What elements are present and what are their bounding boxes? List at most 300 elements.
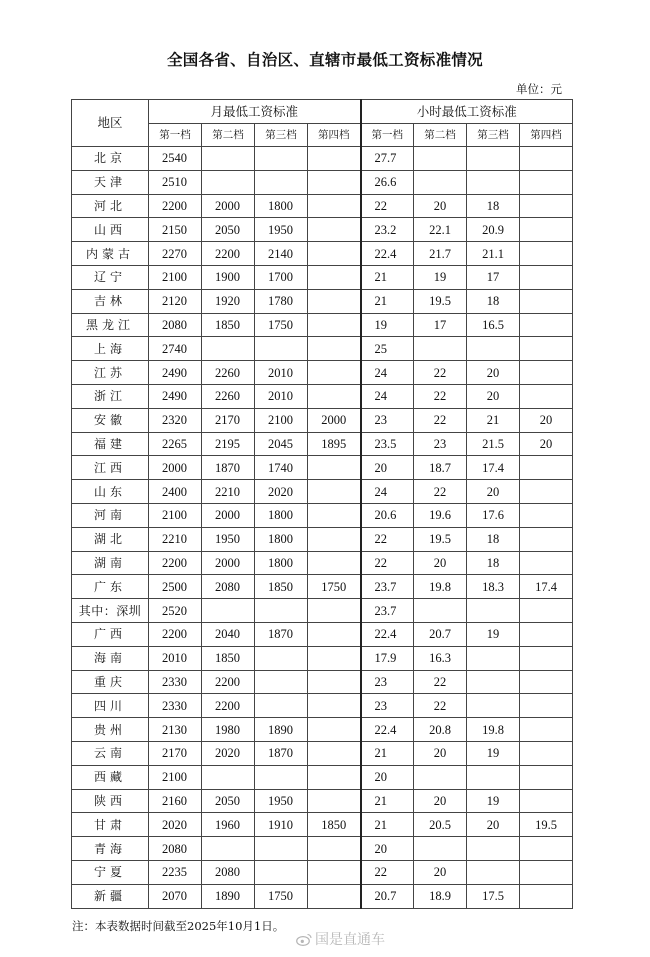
monthly-value-cell (255, 837, 308, 861)
region-cell: 山东 (72, 480, 149, 504)
monthly-value-cell: 2010 (255, 384, 308, 408)
monthly-value-cell (308, 265, 361, 289)
monthly-value-cell: 2050 (202, 218, 255, 242)
hourly-value-cell: 22 (414, 361, 467, 385)
hourly-value-cell: 23 (361, 694, 414, 718)
monthly-value-cell: 2020 (149, 813, 202, 837)
hourly-value-cell: 21.5 (467, 432, 520, 456)
hourly-value-cell: 20 (467, 361, 520, 385)
table-row (72, 480, 573, 504)
region-cell: 云南 (72, 741, 149, 765)
hourly-value-cell: 21 (361, 789, 414, 813)
hourly-value-cell (520, 456, 573, 480)
monthly-value-cell: 2100 (149, 503, 202, 527)
hourly-value-cell: 20 (467, 384, 520, 408)
monthly-value-cell (308, 147, 361, 171)
hourly-value-cell: 23 (414, 432, 467, 456)
table-row (72, 575, 573, 599)
hourly-value-cell (414, 147, 467, 171)
region-cell: 重庆 (72, 670, 149, 694)
hourly-value-cell (520, 765, 573, 789)
monthly-value-cell: 2170 (149, 741, 202, 765)
region-cell: 海南 (72, 646, 149, 670)
hourly-value-cell: 22.4 (361, 622, 414, 646)
region-cell: 其中：深圳 (72, 599, 149, 623)
table-row (72, 218, 573, 242)
hourly-value-cell: 18.3 (467, 575, 520, 599)
monthly-value-cell: 2045 (255, 432, 308, 456)
hourly-value-cell: 20.7 (414, 622, 467, 646)
hourly-value-cell: 19 (414, 265, 467, 289)
monthly-value-cell (308, 456, 361, 480)
hourly-value-cell: 23 (361, 670, 414, 694)
monthly-value-cell: 2040 (202, 622, 255, 646)
monthly-value-cell: 1920 (202, 289, 255, 313)
monthly-value-cell: 2200 (202, 242, 255, 266)
hourly-value-cell: 20 (467, 813, 520, 837)
monthly-value-cell: 2100 (149, 265, 202, 289)
hourly-value-cell: 18.7 (414, 456, 467, 480)
monthly-value-cell (255, 147, 308, 171)
monthly-value-cell: 1740 (255, 456, 308, 480)
hourly-value-cell: 22 (414, 670, 467, 694)
monthly-value-cell (308, 503, 361, 527)
hourly-value-cell: 22 (414, 384, 467, 408)
monthly-value-cell: 1850 (202, 313, 255, 337)
monthly-value-cell (308, 789, 361, 813)
hourly-value-cell: 21 (361, 813, 414, 837)
monthly-value-cell: 2320 (149, 408, 202, 432)
hourly-value-cell: 22.4 (361, 242, 414, 266)
hourly-value-cell: 20 (414, 789, 467, 813)
monthly-value-cell: 2200 (202, 670, 255, 694)
monthly-value-cell: 1950 (255, 789, 308, 813)
monthly-value-cell (308, 646, 361, 670)
hourly-value-cell: 17.4 (467, 456, 520, 480)
monthly-value-cell: 2210 (202, 480, 255, 504)
monthly-value-cell (308, 670, 361, 694)
table-row (72, 837, 573, 861)
region-cell: 北京 (72, 147, 149, 171)
hourly-tier-header: 第四档 (520, 124, 573, 147)
monthly-value-cell: 2010 (149, 646, 202, 670)
table-row (72, 432, 573, 456)
monthly-value-cell: 2490 (149, 384, 202, 408)
hourly-value-cell: 16.3 (414, 646, 467, 670)
hourly-value-cell: 23.5 (361, 432, 414, 456)
hourly-value-cell (520, 884, 573, 908)
table-row (72, 313, 573, 337)
monthly-value-cell (255, 599, 308, 623)
region-cell: 陕西 (72, 789, 149, 813)
monthly-value-cell (202, 837, 255, 861)
hourly-value-cell (520, 218, 573, 242)
monthly-value-cell: 1850 (308, 813, 361, 837)
hourly-value-cell: 19 (361, 313, 414, 337)
region-cell: 河北 (72, 194, 149, 218)
hourly-value-cell (520, 860, 573, 884)
hourly-value-cell: 23.7 (361, 599, 414, 623)
monthly-tier-header: 第一档 (149, 124, 202, 147)
hourly-value-cell: 20.9 (467, 218, 520, 242)
table-row (72, 741, 573, 765)
region-cell: 广东 (72, 575, 149, 599)
monthly-value-cell (255, 670, 308, 694)
hourly-value-cell (467, 147, 520, 171)
table-row (72, 813, 573, 837)
hourly-value-cell: 20.8 (414, 718, 467, 742)
hourly-tier-header: 第一档 (361, 124, 414, 147)
hourly-value-cell: 22 (414, 408, 467, 432)
table-row (72, 718, 573, 742)
region-cell: 西藏 (72, 765, 149, 789)
monthly-value-cell: 2070 (149, 884, 202, 908)
monthly-value-cell: 2740 (149, 337, 202, 361)
monthly-value-cell (308, 480, 361, 504)
monthly-value-cell: 2100 (255, 408, 308, 432)
hourly-value-cell: 20 (361, 765, 414, 789)
monthly-value-cell: 2160 (149, 789, 202, 813)
hourly-value-cell: 25 (361, 337, 414, 361)
hourly-value-cell: 17 (467, 265, 520, 289)
monthly-value-cell: 1890 (255, 718, 308, 742)
hourly-value-cell: 20.5 (414, 813, 467, 837)
monthly-value-cell (308, 242, 361, 266)
region-header: 地区 (72, 100, 149, 147)
region-cell: 四川 (72, 694, 149, 718)
monthly-value-cell: 2540 (149, 147, 202, 171)
region-cell: 辽宁 (72, 265, 149, 289)
hourly-value-cell (414, 765, 467, 789)
monthly-value-cell: 1750 (308, 575, 361, 599)
hourly-value-cell (520, 289, 573, 313)
weibo-icon (296, 933, 312, 946)
monthly-value-cell: 1780 (255, 289, 308, 313)
monthly-value-cell: 1800 (255, 194, 308, 218)
table-row (72, 527, 573, 551)
monthly-value-cell (308, 837, 361, 861)
hourly-value-cell: 21 (361, 265, 414, 289)
monthly-value-cell: 2520 (149, 599, 202, 623)
hourly-value-cell: 21.1 (467, 242, 520, 266)
hourly-value-cell (520, 837, 573, 861)
monthly-value-cell: 2140 (255, 242, 308, 266)
monthly-value-cell: 1910 (255, 813, 308, 837)
monthly-value-cell: 1850 (202, 646, 255, 670)
monthly-value-cell: 2100 (149, 765, 202, 789)
monthly-value-cell (308, 884, 361, 908)
table-row (72, 384, 573, 408)
monthly-value-cell: 1750 (255, 313, 308, 337)
monthly-value-cell: 1870 (202, 456, 255, 480)
hourly-value-cell (520, 741, 573, 765)
table-row (72, 265, 573, 289)
monthly-tier-header: 第三档 (255, 124, 308, 147)
hourly-value-cell: 19 (467, 622, 520, 646)
monthly-value-cell: 2000 (202, 194, 255, 218)
monthly-value-cell (202, 337, 255, 361)
monthly-value-cell: 2500 (149, 575, 202, 599)
hourly-value-cell: 20.7 (361, 884, 414, 908)
monthly-value-cell: 2490 (149, 361, 202, 385)
monthly-value-cell: 2020 (255, 480, 308, 504)
hourly-value-cell (414, 599, 467, 623)
monthly-value-cell: 2235 (149, 860, 202, 884)
monthly-tier-header: 第二档 (202, 124, 255, 147)
hourly-value-cell (467, 646, 520, 670)
hourly-value-cell: 22 (361, 860, 414, 884)
hourly-value-cell (520, 694, 573, 718)
hourly-value-cell: 20 (520, 408, 573, 432)
monthly-value-cell (255, 694, 308, 718)
hourly-value-cell: 22 (414, 694, 467, 718)
hourly-value-cell (414, 337, 467, 361)
monthly-value-cell: 1890 (202, 884, 255, 908)
hourly-value-cell: 18.9 (414, 884, 467, 908)
hourly-value-cell (520, 527, 573, 551)
monthly-value-cell (255, 860, 308, 884)
table-row (72, 170, 573, 194)
region-cell: 湖南 (72, 551, 149, 575)
table-row (72, 456, 573, 480)
hourly-value-cell: 27.7 (361, 147, 414, 171)
hourly-value-cell (414, 837, 467, 861)
monthly-value-cell (308, 361, 361, 385)
hourly-value-cell: 22 (361, 527, 414, 551)
hourly-value-cell (520, 384, 573, 408)
region-cell: 青海 (72, 837, 149, 861)
monthly-value-cell: 2050 (202, 789, 255, 813)
min-wage-table (71, 99, 573, 909)
monthly-value-cell: 2265 (149, 432, 202, 456)
hourly-value-cell (467, 837, 520, 861)
monthly-value-cell (255, 646, 308, 670)
monthly-value-cell (308, 694, 361, 718)
region-cell: 福建 (72, 432, 149, 456)
hourly-value-cell (467, 860, 520, 884)
region-cell: 上海 (72, 337, 149, 361)
hourly-value-cell: 22.1 (414, 218, 467, 242)
monthly-value-cell: 2000 (202, 551, 255, 575)
table-row (72, 789, 573, 813)
hourly-value-cell (520, 670, 573, 694)
table-row (72, 670, 573, 694)
hourly-value-cell: 24 (361, 361, 414, 385)
hourly-value-cell (520, 599, 573, 623)
hourly-value-cell (520, 503, 573, 527)
hourly-value-cell: 20 (467, 480, 520, 504)
region-cell: 吉林 (72, 289, 149, 313)
monthly-value-cell: 2510 (149, 170, 202, 194)
monthly-value-cell: 1800 (255, 503, 308, 527)
monthly-value-cell: 2200 (202, 694, 255, 718)
monthly-value-cell (308, 170, 361, 194)
monthly-value-cell: 2000 (149, 456, 202, 480)
hourly-value-cell (467, 694, 520, 718)
hourly-value-cell: 23.2 (361, 218, 414, 242)
hourly-value-cell: 20 (361, 837, 414, 861)
table-row (72, 599, 573, 623)
region-cell: 宁夏 (72, 860, 149, 884)
region-cell: 甘肃 (72, 813, 149, 837)
monthly-value-cell (308, 527, 361, 551)
monthly-value-cell: 1895 (308, 432, 361, 456)
monthly-value-cell (308, 622, 361, 646)
monthly-value-cell: 2120 (149, 289, 202, 313)
unit-label: 单位：元 (516, 82, 562, 96)
monthly-value-cell: 1900 (202, 265, 255, 289)
table-row (72, 503, 573, 527)
hourly-value-cell (520, 622, 573, 646)
monthly-value-cell (308, 551, 361, 575)
monthly-value-cell: 2260 (202, 384, 255, 408)
monthly-value-cell: 1800 (255, 527, 308, 551)
monthly-header: 月最低工资标准 (149, 100, 361, 124)
monthly-value-cell: 2330 (149, 694, 202, 718)
hourly-value-cell: 22 (414, 480, 467, 504)
hourly-value-cell: 20 (361, 456, 414, 480)
hourly-value-cell: 17 (414, 313, 467, 337)
hourly-tier-header: 第三档 (467, 124, 520, 147)
hourly-value-cell (467, 599, 520, 623)
page-title: 全国各省、自治区、直辖市最低工资标准情况 (166, 51, 483, 69)
hourly-value-cell (520, 194, 573, 218)
table-row (72, 694, 573, 718)
monthly-value-cell: 2195 (202, 432, 255, 456)
hourly-value-cell (520, 551, 573, 575)
hourly-value-cell: 19.8 (467, 718, 520, 742)
hourly-value-cell: 18 (467, 527, 520, 551)
hourly-value-cell (467, 337, 520, 361)
hourly-value-cell: 24 (361, 384, 414, 408)
monthly-value-cell (308, 599, 361, 623)
monthly-value-cell: 2130 (149, 718, 202, 742)
monthly-tier-header: 第四档 (308, 124, 361, 147)
monthly-value-cell: 1700 (255, 265, 308, 289)
hourly-value-cell: 21 (361, 289, 414, 313)
watermark (296, 929, 385, 949)
monthly-value-cell: 1750 (255, 884, 308, 908)
hourly-value-cell: 19.5 (414, 527, 467, 551)
hourly-value-cell: 17.9 (361, 646, 414, 670)
hourly-value-cell: 19 (467, 741, 520, 765)
monthly-value-cell (308, 194, 361, 218)
table-row (72, 622, 573, 646)
hourly-value-cell: 22 (361, 551, 414, 575)
table-body (72, 147, 573, 909)
footnote: 注：本表数据时间截至2025年10月1日。 (72, 919, 285, 933)
hourly-value-cell (467, 765, 520, 789)
watermark-text: 国是直通车 (315, 932, 385, 948)
hourly-value-cell: 19.8 (414, 575, 467, 599)
monthly-value-cell (308, 718, 361, 742)
monthly-value-cell (308, 218, 361, 242)
region-cell: 江苏 (72, 361, 149, 385)
hourly-value-cell: 24 (361, 480, 414, 504)
hourly-value-cell: 21 (467, 408, 520, 432)
region-cell: 内蒙古 (72, 242, 149, 266)
region-cell: 新疆 (72, 884, 149, 908)
hourly-value-cell: 19.5 (520, 813, 573, 837)
hourly-tier-header: 第二档 (414, 124, 467, 147)
monthly-value-cell: 2200 (149, 622, 202, 646)
monthly-value-cell: 2270 (149, 242, 202, 266)
monthly-value-cell: 1870 (255, 741, 308, 765)
monthly-value-cell: 2400 (149, 480, 202, 504)
monthly-value-cell: 2080 (202, 575, 255, 599)
monthly-value-cell: 2080 (149, 313, 202, 337)
hourly-value-cell (520, 242, 573, 266)
hourly-value-cell (520, 313, 573, 337)
monthly-value-cell (308, 337, 361, 361)
table-row (72, 147, 573, 171)
region-cell: 浙江 (72, 384, 149, 408)
hourly-value-cell (520, 361, 573, 385)
monthly-value-cell: 1850 (255, 575, 308, 599)
monthly-value-cell: 1800 (255, 551, 308, 575)
monthly-value-cell (202, 599, 255, 623)
hourly-value-cell (414, 170, 467, 194)
monthly-value-cell (202, 765, 255, 789)
hourly-value-cell: 18 (467, 289, 520, 313)
region-cell: 河南 (72, 503, 149, 527)
hourly-value-cell: 20 (414, 741, 467, 765)
monthly-value-cell (255, 337, 308, 361)
hourly-value-cell: 20 (414, 860, 467, 884)
monthly-value-cell: 2000 (202, 503, 255, 527)
hourly-value-cell: 17.5 (467, 884, 520, 908)
hourly-value-cell: 23.7 (361, 575, 414, 599)
monthly-value-cell: 1950 (202, 527, 255, 551)
monthly-value-cell: 1980 (202, 718, 255, 742)
monthly-value-cell (308, 765, 361, 789)
hourly-value-cell: 17.4 (520, 575, 573, 599)
monthly-value-cell: 2330 (149, 670, 202, 694)
table-row (72, 361, 573, 385)
monthly-value-cell (308, 289, 361, 313)
table-row (72, 646, 573, 670)
monthly-value-cell: 1960 (202, 813, 255, 837)
hourly-value-cell: 21.7 (414, 242, 467, 266)
monthly-value-cell: 2020 (202, 741, 255, 765)
hourly-value-cell (520, 646, 573, 670)
hourly-value-cell (520, 265, 573, 289)
hourly-header: 小时最低工资标准 (361, 100, 573, 124)
monthly-value-cell: 2010 (255, 361, 308, 385)
hourly-value-cell: 18 (467, 551, 520, 575)
monthly-value-cell: 2200 (149, 551, 202, 575)
hourly-value-cell: 19.6 (414, 503, 467, 527)
monthly-value-cell: 2080 (149, 837, 202, 861)
table-row (72, 860, 573, 884)
monthly-value-cell: 2210 (149, 527, 202, 551)
monthly-value-cell: 2150 (149, 218, 202, 242)
monthly-value-cell: 2000 (308, 408, 361, 432)
hourly-value-cell: 26.6 (361, 170, 414, 194)
monthly-value-cell (308, 741, 361, 765)
monthly-value-cell (202, 147, 255, 171)
table-row (72, 884, 573, 908)
monthly-value-cell (308, 313, 361, 337)
table-row (72, 242, 573, 266)
monthly-value-cell: 2170 (202, 408, 255, 432)
monthly-value-cell (308, 384, 361, 408)
hourly-value-cell: 20 (414, 551, 467, 575)
table-row (72, 551, 573, 575)
hourly-value-cell: 20.6 (361, 503, 414, 527)
hourly-value-cell: 16.5 (467, 313, 520, 337)
table-row (72, 408, 573, 432)
